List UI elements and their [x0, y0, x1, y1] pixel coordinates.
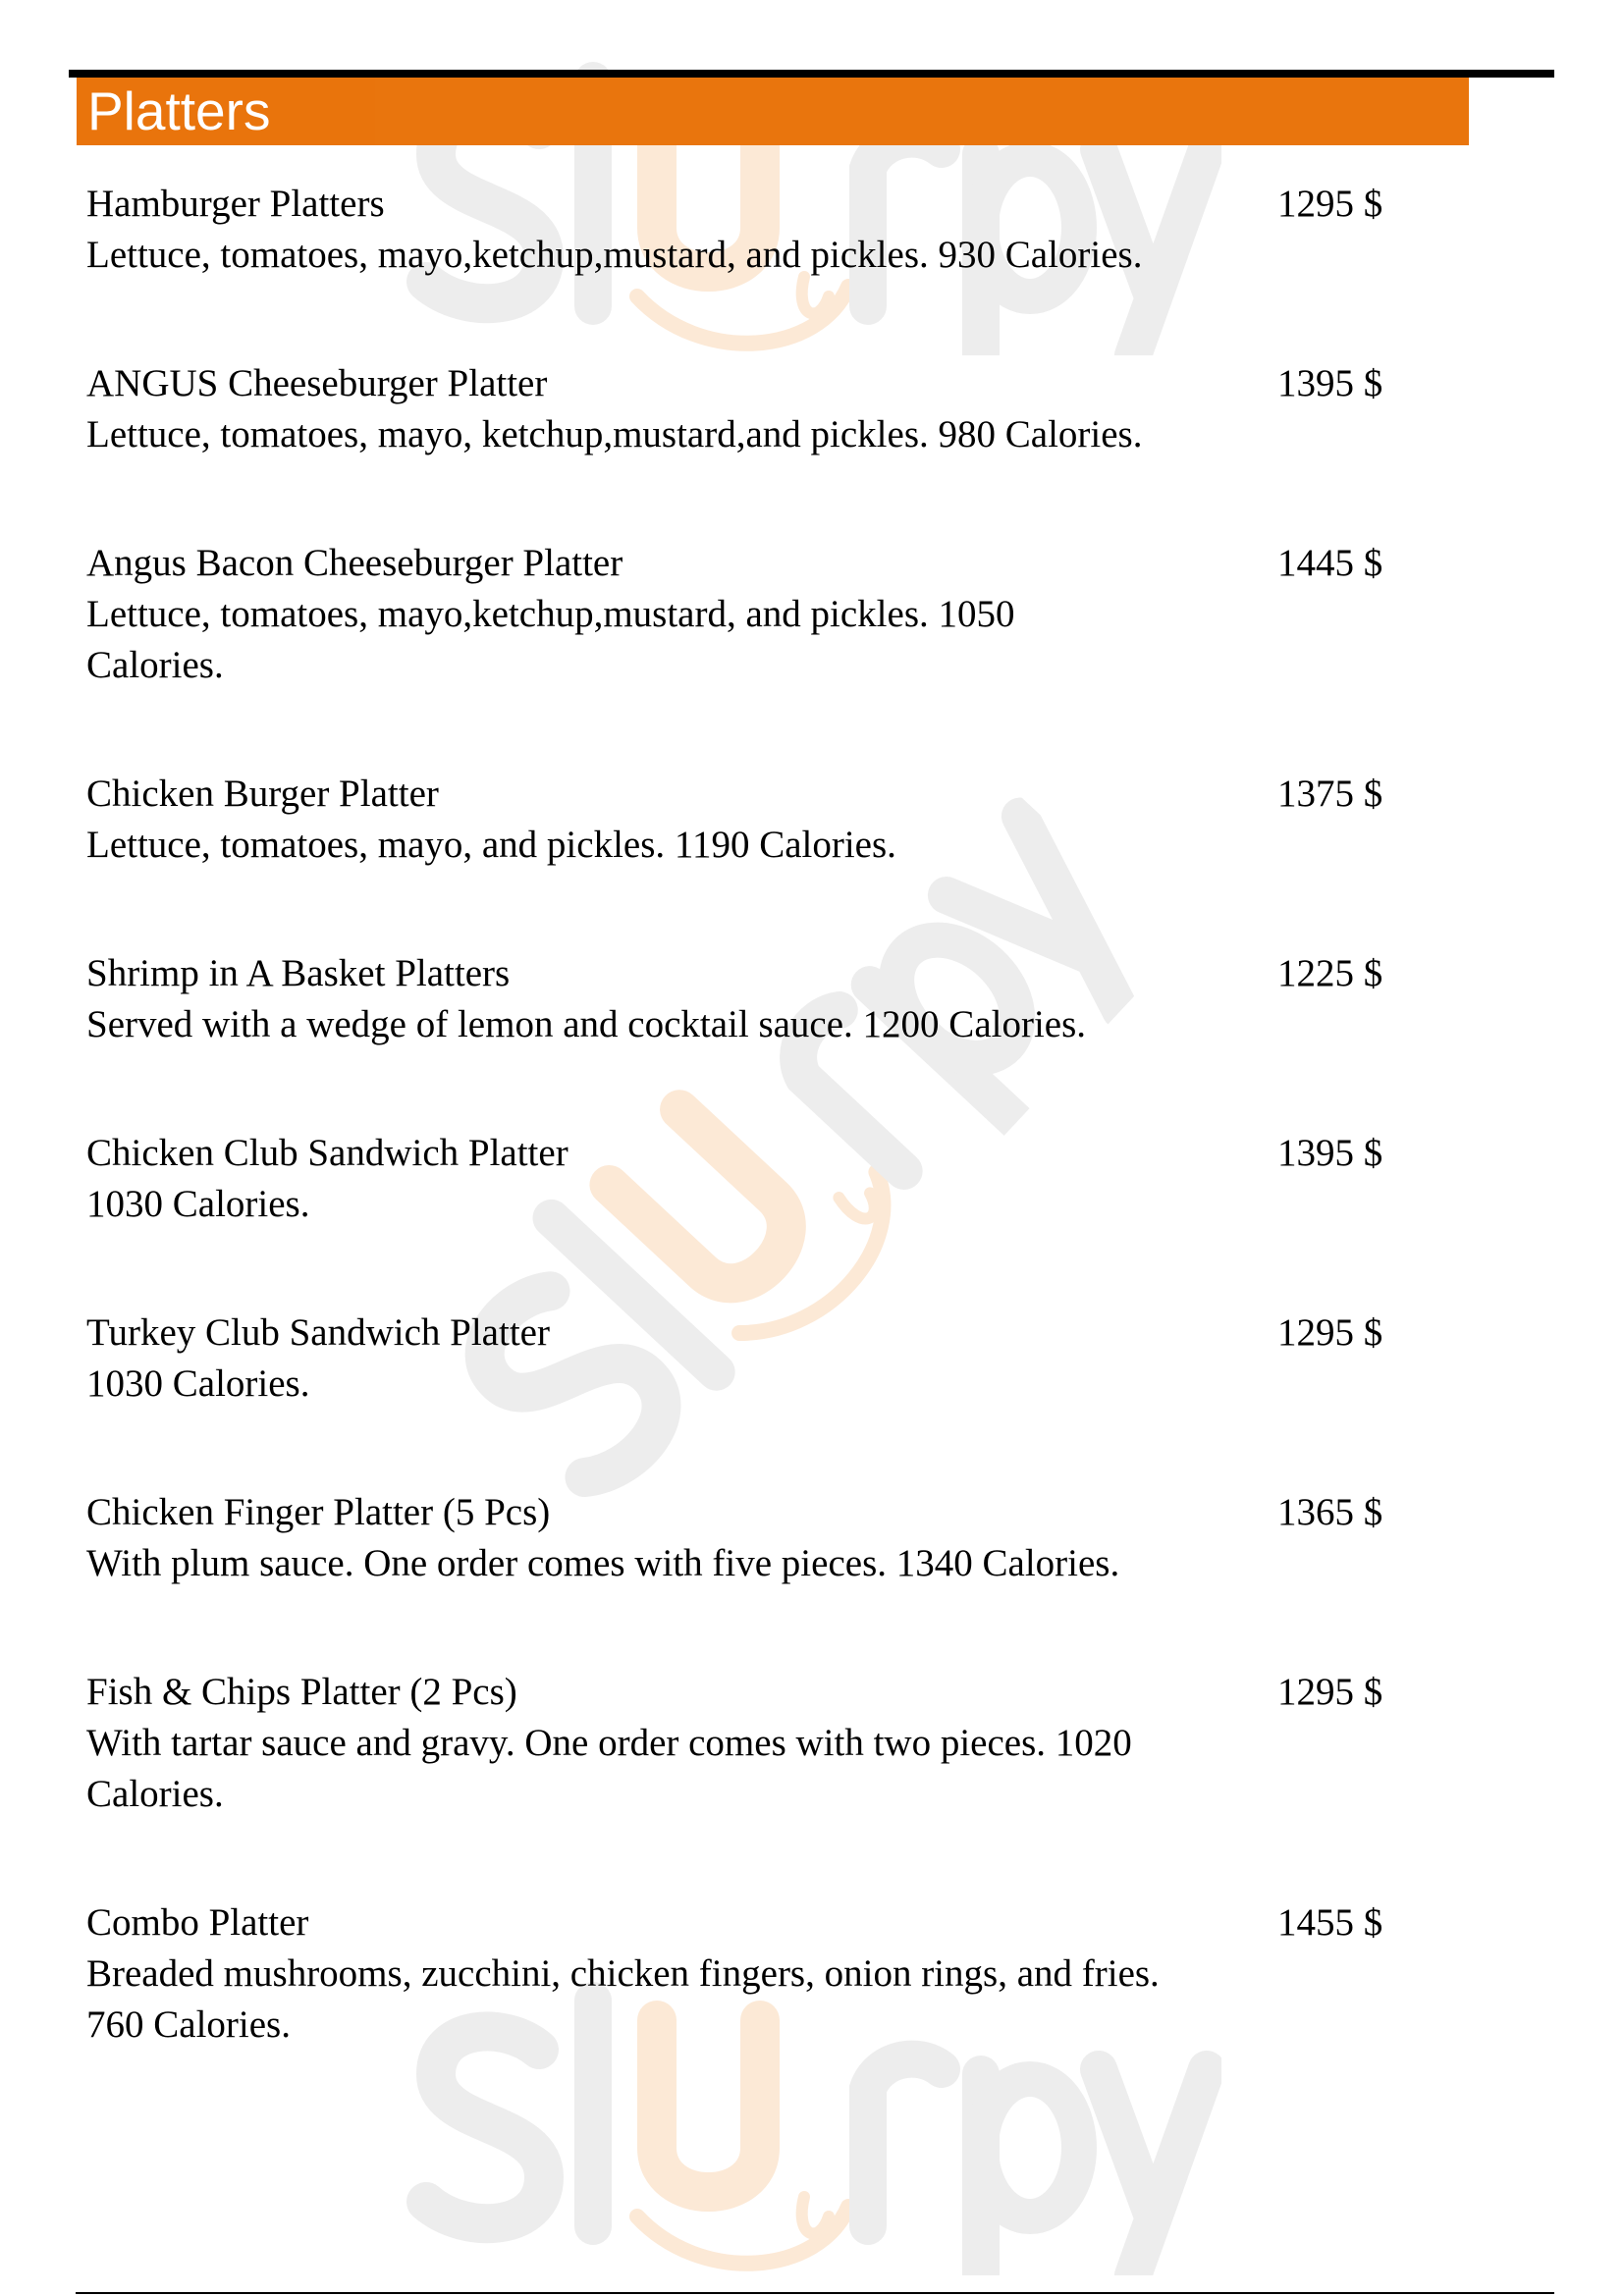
- item-price: 1365 $: [1277, 1491, 1383, 1533]
- item-name: Angus Bacon Cheeseburger Platter: [86, 542, 623, 584]
- item-price: 1395 $: [1277, 1132, 1383, 1174]
- item-description: With tartar sauce and gravy. One order comes with two pieces. 1020 Calories.: [86, 1722, 1132, 1815]
- item-name: Shrimp in A Basket Platters: [86, 952, 511, 994]
- item-name: Chicken Club Sandwich Platter: [86, 1132, 568, 1174]
- item-price: 1225 $: [1277, 952, 1383, 994]
- item-description: 1030 Calories.: [86, 1183, 310, 1225]
- menu-item: [86, 179, 1392, 281]
- item-name: Combo Platter: [86, 1901, 309, 1944]
- item-name: Chicken Burger Platter: [86, 773, 439, 815]
- item-price: 1295 $: [1277, 1311, 1383, 1354]
- section-header: [77, 78, 1469, 145]
- item-description: Lettuce, tomatoes, mayo,ketchup,mustard, and pickles. 930 Calories.: [86, 234, 1143, 276]
- item-name: Turkey Club Sandwich Platter: [86, 1311, 550, 1354]
- item-price: 1395 $: [1277, 362, 1383, 404]
- item-description: Lettuce, tomatoes, mayo, ketchup,mustard,and pickles. 980 Calories.: [86, 413, 1143, 455]
- item-price: 1295 $: [1277, 183, 1383, 225]
- item-name: ANGUS Cheeseburger Platter: [86, 362, 548, 404]
- item-description: Lettuce, tomatoes, mayo,ketchup,mustard, and pickles. 1050 Calories.: [86, 593, 1015, 686]
- item-description: Breaded mushrooms, zucchini, chicken fingers, onion rings, and fries. 760 Calories.: [86, 1952, 1160, 2046]
- item-name: Fish & Chips Platter (2 Pcs): [86, 1671, 517, 1713]
- menu-item: [86, 1667, 1392, 1820]
- item-description: With plum sauce. One order comes with five pieces. 1340 Calories.: [86, 1542, 1120, 1584]
- bottom-divider: [76, 2292, 1554, 2294]
- menu-item: [86, 1897, 1392, 2051]
- item-price: 1375 $: [1277, 773, 1383, 815]
- menu-item: [86, 948, 1392, 1050]
- menu-list: [86, 179, 1392, 2128]
- item-description: 1030 Calories.: [86, 1362, 310, 1405]
- item-description: Lettuce, tomatoes, mayo, and pickles. 1190 Calories.: [86, 824, 896, 866]
- item-price: 1295 $: [1277, 1671, 1383, 1713]
- item-price: 1445 $: [1277, 542, 1383, 584]
- menu-item: [86, 1128, 1392, 1230]
- item-name: Hamburger Platters: [86, 183, 385, 225]
- item-name: Chicken Finger Platter (5 Pcs): [86, 1491, 551, 1533]
- top-divider: [69, 70, 1554, 78]
- menu-item: [86, 358, 1392, 460]
- menu-item: [86, 538, 1392, 691]
- item-description: Served with a wedge of lemon and cocktail sauce. 1200 Calories.: [86, 1003, 1087, 1045]
- section-title: Platters: [87, 80, 271, 141]
- menu-item: [86, 769, 1392, 871]
- menu-item: [86, 1308, 1392, 1410]
- item-price: 1455 $: [1277, 1901, 1383, 1944]
- menu-item: [86, 1487, 1392, 1589]
